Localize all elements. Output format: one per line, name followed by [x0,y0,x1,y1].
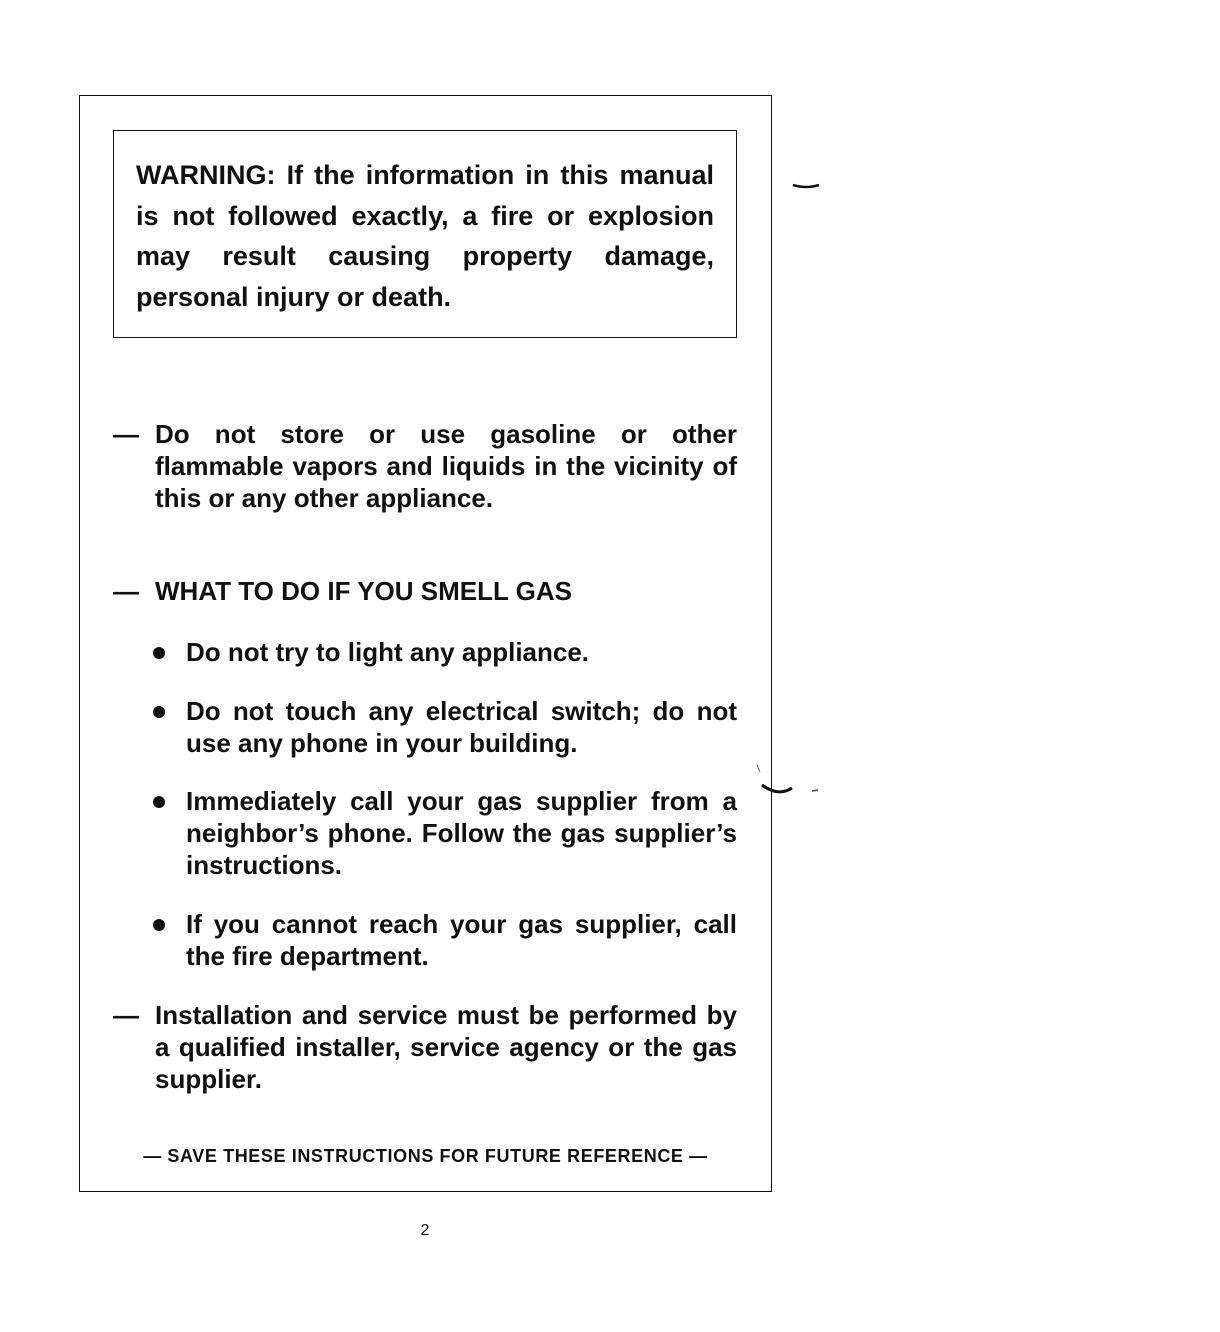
page-number: 2 [420,1222,430,1239]
dash-marker: — [113,419,139,449]
bullet-text: Immediately call your gas supplier from a neighbor’s phone. Follow the gas supplier’s instructions. [186,786,737,880]
smell-gas-heading-text: WHAT TO DO IF YOU SMELL GAS [155,576,572,606]
installation-text: Installation and service must be performed by a qualified installer, service agency or the gas supplier. [155,1000,737,1094]
warning-text: WARNING: If the information in this manual is not followed exactly, a fire or explosion may result causing property damage, personal injury or death. [136,160,714,312]
dash-marker: — [113,576,139,606]
scan-speck [762,785,792,792]
save-instructions-note: — SAVE THESE INSTRUCTIONS FOR FUTURE REFERENCE — [143,1146,708,1166]
dash-marker: — [113,1000,139,1030]
scan-speck [793,185,819,187]
scan-speck [812,790,818,791]
bullet-text: Do not try to light any appliance. [186,637,590,667]
bullet-text: If you cannot reach your gas supplier, call the fire department. [186,909,737,971]
scan-speck [757,765,760,772]
no-gasoline-text: Do not store or use gasoline or other flammable vapors and liquids in the vicinity of this or any other appliance. [155,419,737,513]
bullet-text: Do not touch any electrical switch; do not use any phone in your building. [186,696,737,758]
